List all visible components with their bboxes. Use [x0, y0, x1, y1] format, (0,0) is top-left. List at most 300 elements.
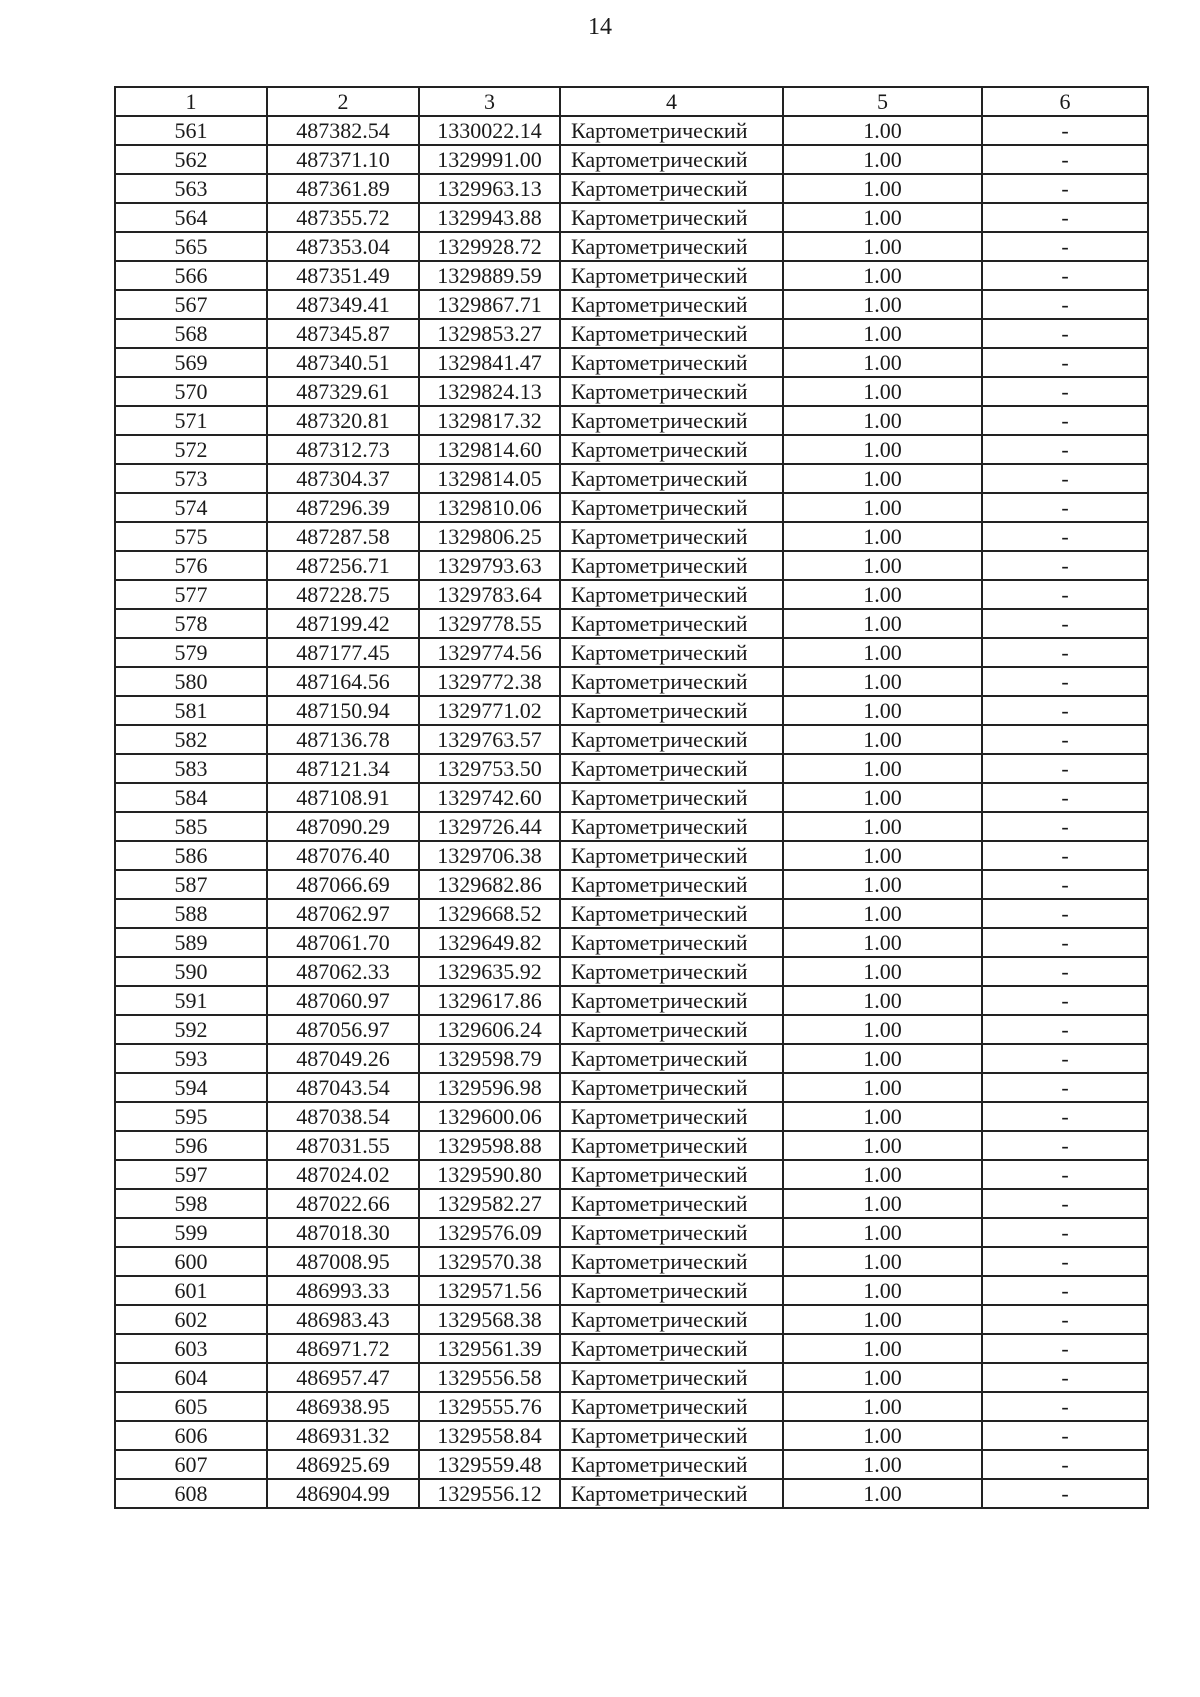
table-cell: - — [982, 580, 1148, 609]
column-header: 3 — [419, 87, 560, 116]
table-row — [115, 928, 1148, 957]
table-cell: 1329556.58 — [419, 1363, 560, 1392]
table-cell: - — [982, 1044, 1148, 1073]
table-cell: Картометрический — [560, 203, 783, 232]
table-cell: Картометрический — [560, 638, 783, 667]
table-cell: 1.00 — [783, 1189, 982, 1218]
table-cell: 1.00 — [783, 1363, 982, 1392]
table-row — [115, 1363, 1148, 1392]
table-cell: Картометрический — [560, 783, 783, 812]
table-cell: - — [982, 957, 1148, 986]
table-cell: 486904.99 — [267, 1479, 419, 1508]
table-row — [115, 203, 1148, 232]
table-cell: 600 — [115, 1247, 267, 1276]
table-cell: - — [982, 493, 1148, 522]
table-cell: 601 — [115, 1276, 267, 1305]
table-cell: 487340.51 — [267, 348, 419, 377]
column-header: 2 — [267, 87, 419, 116]
table-row — [115, 1421, 1148, 1450]
table-cell: 1329561.39 — [419, 1334, 560, 1363]
table-cell: 487031.55 — [267, 1131, 419, 1160]
table-cell: 571 — [115, 406, 267, 435]
table-cell: Картометрический — [560, 899, 783, 928]
table-cell: - — [982, 638, 1148, 667]
table-cell: Картометрический — [560, 1276, 783, 1305]
table-cell: Картометрический — [560, 1015, 783, 1044]
table-cell: Картометрический — [560, 1421, 783, 1450]
table-cell: - — [982, 1363, 1148, 1392]
table-cell: 1.00 — [783, 609, 982, 638]
table-cell: 487355.72 — [267, 203, 419, 232]
table-cell: 1329991.00 — [419, 145, 560, 174]
table-cell: 487312.73 — [267, 435, 419, 464]
table-cell: 487008.95 — [267, 1247, 419, 1276]
table-cell: 487062.97 — [267, 899, 419, 928]
table-row — [115, 1334, 1148, 1363]
table-cell: 1.00 — [783, 667, 982, 696]
table-cell: - — [982, 522, 1148, 551]
table-cell: Картометрический — [560, 1334, 783, 1363]
table-cell: 592 — [115, 1015, 267, 1044]
table-cell: 1.00 — [783, 1247, 982, 1276]
table-cell: Картометрический — [560, 754, 783, 783]
table-cell: - — [982, 1450, 1148, 1479]
table-cell: 1329571.56 — [419, 1276, 560, 1305]
table-cell: 487150.94 — [267, 696, 419, 725]
table-cell: 487349.41 — [267, 290, 419, 319]
table-cell: 486957.47 — [267, 1363, 419, 1392]
table-row — [115, 986, 1148, 1015]
table-cell: - — [982, 754, 1148, 783]
table-cell: - — [982, 1073, 1148, 1102]
table-cell: 487136.78 — [267, 725, 419, 754]
table-cell: 1.00 — [783, 696, 982, 725]
table-cell: 1.00 — [783, 232, 982, 261]
table-row — [115, 609, 1148, 638]
table-cell: - — [982, 812, 1148, 841]
table-header-row — [115, 87, 1148, 116]
table-row — [115, 232, 1148, 261]
table-cell: 1329778.55 — [419, 609, 560, 638]
table-row — [115, 783, 1148, 812]
table-row — [115, 1131, 1148, 1160]
table-cell: 1.00 — [783, 1334, 982, 1363]
table-cell: Картометрический — [560, 1479, 783, 1508]
table-cell: 604 — [115, 1363, 267, 1392]
table-cell: 1329596.98 — [419, 1073, 560, 1102]
table-cell: 565 — [115, 232, 267, 261]
table-cell: - — [982, 377, 1148, 406]
table-cell: - — [982, 319, 1148, 348]
table-row — [115, 1276, 1148, 1305]
table-row — [115, 725, 1148, 754]
table-cell: 487062.33 — [267, 957, 419, 986]
table-row — [115, 1218, 1148, 1247]
table-row — [115, 1479, 1148, 1508]
table-cell: 608 — [115, 1479, 267, 1508]
table-cell: 1329841.47 — [419, 348, 560, 377]
table-cell: - — [982, 870, 1148, 899]
table-cell: 580 — [115, 667, 267, 696]
table-row — [115, 319, 1148, 348]
table-row — [115, 754, 1148, 783]
table-cell: 486983.43 — [267, 1305, 419, 1334]
table-cell: Картометрический — [560, 377, 783, 406]
table-cell: - — [982, 290, 1148, 319]
table-cell: 1329617.86 — [419, 986, 560, 1015]
table-cell: 593 — [115, 1044, 267, 1073]
table-cell: 1329806.25 — [419, 522, 560, 551]
table-row — [115, 1450, 1148, 1479]
table-cell: - — [982, 174, 1148, 203]
table-row — [115, 290, 1148, 319]
table-cell: 1.00 — [783, 1392, 982, 1421]
table-cell: 1.00 — [783, 145, 982, 174]
table-cell: 572 — [115, 435, 267, 464]
table-cell: 1.00 — [783, 1450, 982, 1479]
table-cell: 1329928.72 — [419, 232, 560, 261]
table-cell: - — [982, 116, 1148, 145]
table-row — [115, 522, 1148, 551]
page-number: 14 — [588, 14, 612, 40]
table-cell: 1329568.38 — [419, 1305, 560, 1334]
table-cell: 1.00 — [783, 1305, 982, 1334]
table-cell: 581 — [115, 696, 267, 725]
table-cell: 1329793.63 — [419, 551, 560, 580]
table-cell: 1.00 — [783, 1131, 982, 1160]
table-cell: 1329649.82 — [419, 928, 560, 957]
table-cell: Картометрический — [560, 464, 783, 493]
table-body — [115, 116, 1148, 1508]
table-cell: Картометрический — [560, 986, 783, 1015]
table-cell: 487024.02 — [267, 1160, 419, 1189]
table-cell: 577 — [115, 580, 267, 609]
table-cell: 1329824.13 — [419, 377, 560, 406]
table-row — [115, 1189, 1148, 1218]
table-cell: Картометрический — [560, 1305, 783, 1334]
table-cell: 606 — [115, 1421, 267, 1450]
table-cell: 563 — [115, 174, 267, 203]
table-cell: 487199.42 — [267, 609, 419, 638]
table-cell: - — [982, 667, 1148, 696]
table-cell: 487018.30 — [267, 1218, 419, 1247]
table-row — [115, 1305, 1148, 1334]
table-cell: 487371.10 — [267, 145, 419, 174]
table-cell: 1329943.88 — [419, 203, 560, 232]
table-cell: - — [982, 696, 1148, 725]
table-cell: 1329556.12 — [419, 1479, 560, 1508]
table-cell: 1329867.71 — [419, 290, 560, 319]
table-cell: - — [982, 1305, 1148, 1334]
table-row — [115, 812, 1148, 841]
table-cell: 1329598.79 — [419, 1044, 560, 1073]
table-cell: 487361.89 — [267, 174, 419, 203]
table-row — [115, 957, 1148, 986]
table-cell: Картометрический — [560, 1392, 783, 1421]
table-cell: 1329606.24 — [419, 1015, 560, 1044]
table-cell: 1329774.56 — [419, 638, 560, 667]
table-cell: 1329771.02 — [419, 696, 560, 725]
table-cell: 1.00 — [783, 319, 982, 348]
table-cell: 590 — [115, 957, 267, 986]
table-cell: 487108.91 — [267, 783, 419, 812]
table-cell: 569 — [115, 348, 267, 377]
table-row — [115, 464, 1148, 493]
table-row — [115, 1160, 1148, 1189]
table-cell: 487061.70 — [267, 928, 419, 957]
table-cell: - — [982, 609, 1148, 638]
table-cell: 487038.54 — [267, 1102, 419, 1131]
table-cell: Картометрический — [560, 348, 783, 377]
table-cell: - — [982, 1218, 1148, 1247]
column-header: 1 — [115, 87, 267, 116]
table-cell: 1329753.50 — [419, 754, 560, 783]
table-cell: 561 — [115, 116, 267, 145]
table-cell: 487022.66 — [267, 1189, 419, 1218]
table-cell: 1.00 — [783, 1073, 982, 1102]
table-cell: 1329598.88 — [419, 1131, 560, 1160]
table-cell: 576 — [115, 551, 267, 580]
table-cell: 1.00 — [783, 522, 982, 551]
table-cell: 1329706.38 — [419, 841, 560, 870]
table-cell: - — [982, 551, 1148, 580]
table-cell: 1329668.52 — [419, 899, 560, 928]
table-cell: - — [982, 1276, 1148, 1305]
table-cell: Картометрический — [560, 1363, 783, 1392]
table-cell: 562 — [115, 145, 267, 174]
table-row — [115, 638, 1148, 667]
table-cell: 1.00 — [783, 638, 982, 667]
table-cell: 487256.71 — [267, 551, 419, 580]
table-cell: 1329635.92 — [419, 957, 560, 986]
table-row — [115, 116, 1148, 145]
table-cell: Картометрический — [560, 406, 783, 435]
table-row — [115, 696, 1148, 725]
table-cell: Картометрический — [560, 319, 783, 348]
table-cell: 1330022.14 — [419, 116, 560, 145]
table-cell: 1.00 — [783, 841, 982, 870]
table-cell: 573 — [115, 464, 267, 493]
table-cell: 1.00 — [783, 725, 982, 754]
table-cell: 1.00 — [783, 1479, 982, 1508]
table-cell: 1.00 — [783, 435, 982, 464]
table-cell: Картометрический — [560, 1189, 783, 1218]
table-cell: Картометрический — [560, 551, 783, 580]
table-cell: Картометрический — [560, 522, 783, 551]
table-cell: 1329963.13 — [419, 174, 560, 203]
table-cell: - — [982, 1334, 1148, 1363]
table-cell: - — [982, 145, 1148, 174]
table-row — [115, 1073, 1148, 1102]
table-cell: 1.00 — [783, 1044, 982, 1073]
table-row — [115, 667, 1148, 696]
table-cell: 487296.39 — [267, 493, 419, 522]
table-cell: 1.00 — [783, 116, 982, 145]
table-cell: - — [982, 783, 1148, 812]
table-cell: Картометрический — [560, 1044, 783, 1073]
table-cell: 1.00 — [783, 551, 982, 580]
table-cell: 487066.69 — [267, 870, 419, 899]
table-cell: - — [982, 1479, 1148, 1508]
table-row — [115, 493, 1148, 522]
table-cell: Картометрический — [560, 1131, 783, 1160]
table-cell: 1329682.86 — [419, 870, 560, 899]
table-cell: Картометрический — [560, 1218, 783, 1247]
table-cell: 587 — [115, 870, 267, 899]
table-cell: 582 — [115, 725, 267, 754]
table-row — [115, 174, 1148, 203]
table-cell: 1.00 — [783, 812, 982, 841]
table-row — [115, 145, 1148, 174]
table-cell: 486925.69 — [267, 1450, 419, 1479]
table-cell: 567 — [115, 290, 267, 319]
table-cell: 596 — [115, 1131, 267, 1160]
table-cell: 486971.72 — [267, 1334, 419, 1363]
table-cell: 607 — [115, 1450, 267, 1479]
table-row — [115, 870, 1148, 899]
table-cell: - — [982, 1421, 1148, 1450]
table-row — [115, 1044, 1148, 1073]
table-cell: Картометрический — [560, 116, 783, 145]
table-cell: 1.00 — [783, 928, 982, 957]
table-row — [115, 261, 1148, 290]
table-cell: 487164.56 — [267, 667, 419, 696]
table-cell: 1.00 — [783, 783, 982, 812]
table-cell: 486993.33 — [267, 1276, 419, 1305]
table-row — [115, 1392, 1148, 1421]
column-header: 6 — [982, 87, 1148, 116]
table-cell: 1.00 — [783, 1015, 982, 1044]
table-row — [115, 899, 1148, 928]
table-cell: 566 — [115, 261, 267, 290]
table-cell: 1329814.05 — [419, 464, 560, 493]
table-cell: 605 — [115, 1392, 267, 1421]
table-row — [115, 1102, 1148, 1131]
column-header: 5 — [783, 87, 982, 116]
table-row — [115, 377, 1148, 406]
table-cell: 1329783.64 — [419, 580, 560, 609]
table-cell: - — [982, 1131, 1148, 1160]
table-cell: Картометрический — [560, 1450, 783, 1479]
table-cell: 603 — [115, 1334, 267, 1363]
table-cell: 564 — [115, 203, 267, 232]
table-cell: Картометрический — [560, 870, 783, 899]
table-cell: 1.00 — [783, 1160, 982, 1189]
table-cell: 487076.40 — [267, 841, 419, 870]
table-cell: - — [982, 841, 1148, 870]
table-cell: 595 — [115, 1102, 267, 1131]
table-cell: 1.00 — [783, 1276, 982, 1305]
table-cell: - — [982, 203, 1148, 232]
table-cell: 487177.45 — [267, 638, 419, 667]
table-row — [115, 580, 1148, 609]
table-cell: - — [982, 1015, 1148, 1044]
table-cell: 1329853.27 — [419, 319, 560, 348]
table-cell: 487353.04 — [267, 232, 419, 261]
table-cell: Картометрический — [560, 609, 783, 638]
table-row — [115, 1247, 1148, 1276]
table-cell: Картометрический — [560, 145, 783, 174]
table-cell: - — [982, 1189, 1148, 1218]
table-cell: 578 — [115, 609, 267, 638]
table-cell: Картометрический — [560, 174, 783, 203]
table-cell: - — [982, 986, 1148, 1015]
table-cell: Картометрический — [560, 290, 783, 319]
table-cell: 1329742.60 — [419, 783, 560, 812]
table-cell: - — [982, 261, 1148, 290]
table-cell: 1.00 — [783, 1421, 982, 1450]
table-cell: - — [982, 928, 1148, 957]
table-cell: 1.00 — [783, 290, 982, 319]
table-cell: Картометрический — [560, 580, 783, 609]
table-cell: 1329590.80 — [419, 1160, 560, 1189]
table-cell: Картометрический — [560, 435, 783, 464]
table-cell: Картометрический — [560, 841, 783, 870]
table-cell: 1329576.09 — [419, 1218, 560, 1247]
column-header: 4 — [560, 87, 783, 116]
table-cell: 1329559.48 — [419, 1450, 560, 1479]
table-cell: 487287.58 — [267, 522, 419, 551]
table-cell: 1.00 — [783, 406, 982, 435]
table-cell: 1.00 — [783, 580, 982, 609]
table-cell: 591 — [115, 986, 267, 1015]
table-row — [115, 435, 1148, 464]
table-cell: 1329763.57 — [419, 725, 560, 754]
table-cell: 574 — [115, 493, 267, 522]
table-cell: 1.00 — [783, 870, 982, 899]
table-row — [115, 1015, 1148, 1044]
table-cell: 1.00 — [783, 261, 982, 290]
table-cell: Картометрический — [560, 812, 783, 841]
table-cell: 1329558.84 — [419, 1421, 560, 1450]
table-cell: Картометрический — [560, 1160, 783, 1189]
table-cell: 597 — [115, 1160, 267, 1189]
table-cell: 586 — [115, 841, 267, 870]
table-cell: 1.00 — [783, 986, 982, 1015]
table-cell: Картометрический — [560, 725, 783, 754]
table-cell: 486938.95 — [267, 1392, 419, 1421]
table-cell: Картометрический — [560, 957, 783, 986]
table-cell: 487060.97 — [267, 986, 419, 1015]
table-cell: 1329726.44 — [419, 812, 560, 841]
table-cell: 1.00 — [783, 493, 982, 522]
table-cell: 584 — [115, 783, 267, 812]
table-cell: Картометрический — [560, 1247, 783, 1276]
table-cell: - — [982, 1392, 1148, 1421]
table-cell: 1329810.06 — [419, 493, 560, 522]
table-cell: 487228.75 — [267, 580, 419, 609]
table-cell: 1.00 — [783, 348, 982, 377]
table-cell: 588 — [115, 899, 267, 928]
table-row — [115, 406, 1148, 435]
table-cell: 487345.87 — [267, 319, 419, 348]
table-cell: 487320.81 — [267, 406, 419, 435]
table-cell: - — [982, 1102, 1148, 1131]
table-cell: Картометрический — [560, 696, 783, 725]
table-cell: 579 — [115, 638, 267, 667]
table-cell: 1.00 — [783, 899, 982, 928]
table-cell: 1.00 — [783, 957, 982, 986]
table-cell: 583 — [115, 754, 267, 783]
table-cell: - — [982, 725, 1148, 754]
table-cell: - — [982, 348, 1148, 377]
table-cell: 1329772.38 — [419, 667, 560, 696]
table-cell: 487121.34 — [267, 754, 419, 783]
table-cell: 589 — [115, 928, 267, 957]
table-cell: 575 — [115, 522, 267, 551]
table-cell: 487329.61 — [267, 377, 419, 406]
table-cell: 487043.54 — [267, 1073, 419, 1102]
